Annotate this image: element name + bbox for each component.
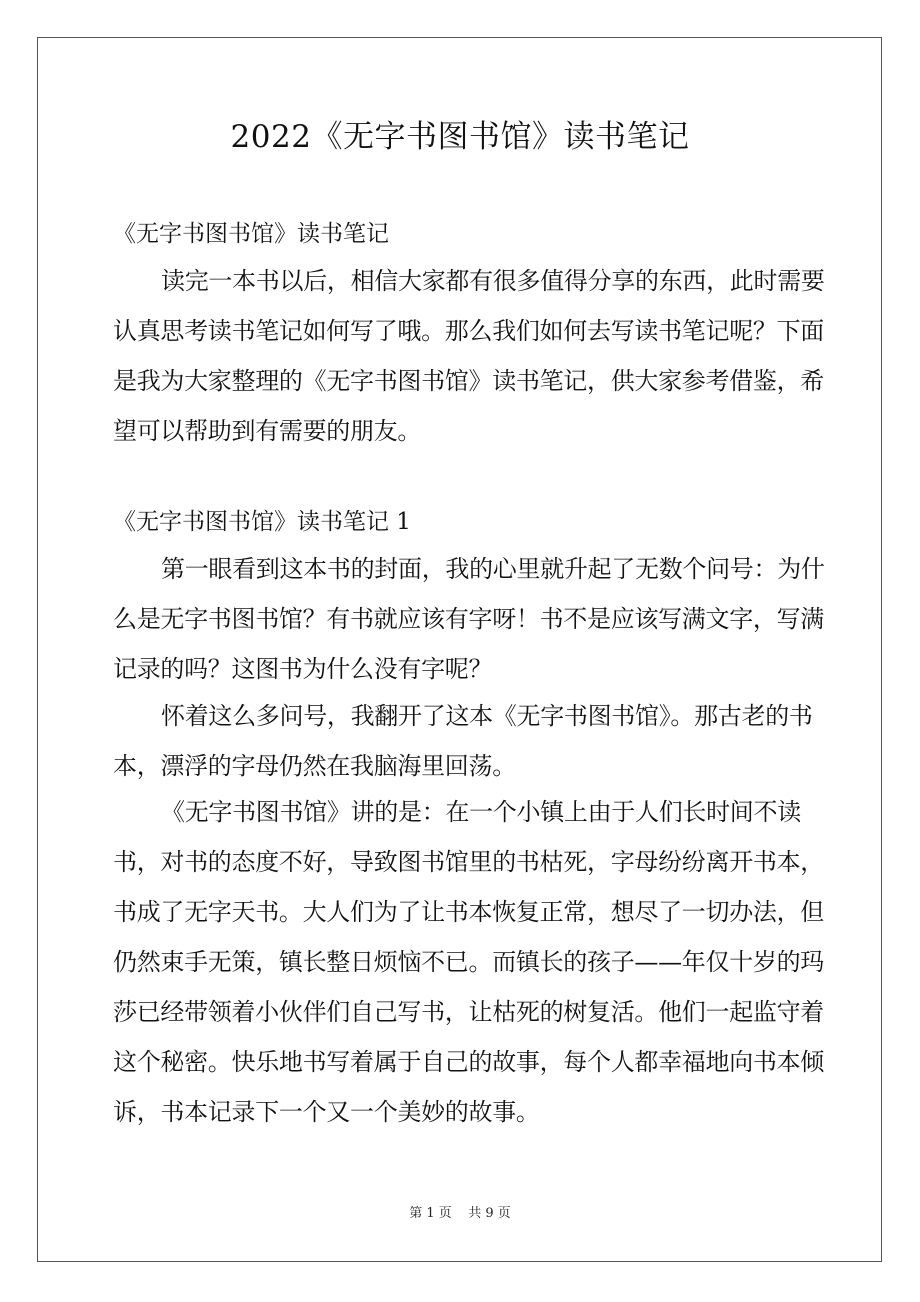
document-title: 2022《无字书图书馆》读书笔记 xyxy=(230,119,690,155)
section1-paragraph-1: 第一眼看到这本书的封面，我的心里就升起了无数个问号：为什么是无字书图书馆？有书就应该有字呀！书不是应该写满文字，写满记录的吗？这图书为什么没有字呢？ xyxy=(113,555,825,683)
section1-paragraph-3: 《无字书图书馆》讲的是：在一个小镇上由于人们长时间不读书，对书的态度不好，导致图书馆里的书枯死，字母纷纷离开书本，书成了无字天书。大人们为了让书本恢复正常，想尽了一切办法，但仍然束手无策，镇长整日烦恼不已。而镇长的孩子——年仅十岁的玛莎已经带领着小伙伴们自己写书，让枯死的树复活。他们一起监守着这个秘密。快乐地书写着属于自己的故事，每个人都幸福地向书本倾诉，书本记录下一个又一个美妙的故事。 xyxy=(113,798,824,1126)
intro-paragraph: 读完一本书以后，相信大家都有很多值得分享的东西，此时需要认真思考读书笔记如何写了哦。那么我们如何去写读书笔记呢？下面是我为大家整理的《无字书图书馆》读书笔记，供大家参考借鉴，希望可以帮助到有需要的朋友。 xyxy=(113,267,825,445)
intro-heading: 《无字书图书馆》读书笔记 xyxy=(113,221,389,247)
section1-paragraph-2: 怀着这么多问号，我翻开了这本《无字书图书馆》。那古老的书本，漂浮的字母仍然在我脑海里回荡。 xyxy=(113,702,813,780)
section1-heading: 《无字书图书馆》读书笔记 1 xyxy=(113,509,411,535)
page-number-footer: 第 1 页 共 9 页 xyxy=(409,1206,511,1221)
